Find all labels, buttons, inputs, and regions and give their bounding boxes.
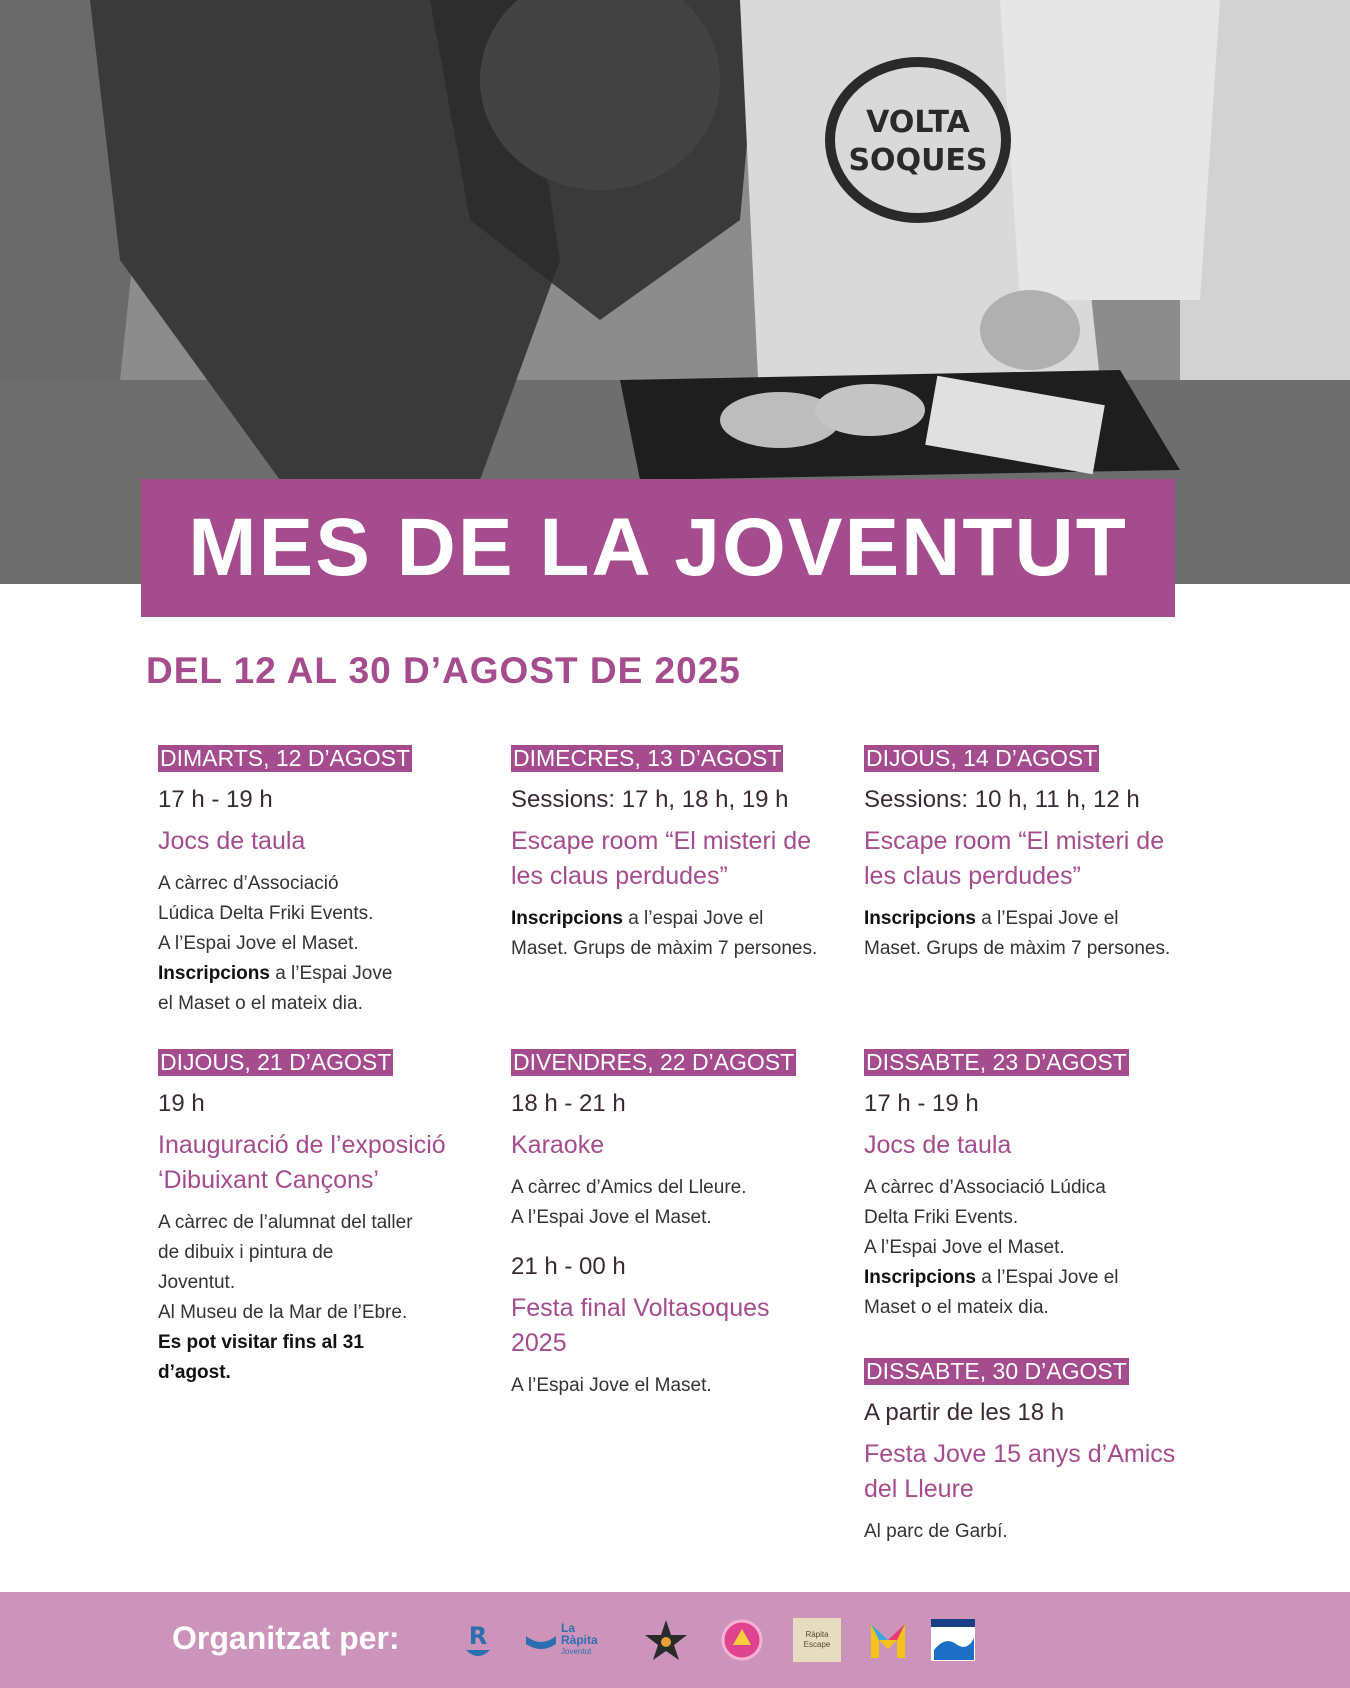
- event-day-tag: DISSABTE, 23 D’AGOST: [866, 1049, 1127, 1075]
- desc-line: A l’Espai Jove el Maset.: [511, 1207, 712, 1228]
- desc-line: A l’Espai Jove el Maset.: [158, 933, 359, 954]
- event-name: Festa final Voltasoques 2025: [511, 1294, 770, 1357]
- event-name: Escape room “El misteri de les claus perdudes”: [511, 827, 812, 890]
- event-day-tag: DIMECRES, 13 D’AGOST: [513, 745, 782, 771]
- event-time: A partir de les 18 h: [864, 1399, 1065, 1426]
- event-time: 21 h - 00 h: [511, 1253, 626, 1280]
- footer-label: Organitzat per:: [172, 1620, 400, 1656]
- la-rapita-joventut-logo: [524, 1618, 616, 1662]
- desc-line: [158, 959, 468, 989]
- event-card-13-aug: [511, 745, 821, 964]
- logo-text: Ràpita: [805, 1630, 829, 1639]
- event-day-tag: DIVENDRES, 22 D’AGOST: [513, 1049, 795, 1075]
- date-range: DEL 12 AL 30 D’AGOST DE 2025: [146, 650, 741, 691]
- desc-bold: Es pot visitar fins al 31: [158, 1332, 364, 1353]
- event-time: 19 h: [158, 1090, 205, 1117]
- desc-text: a l’espai Jove el Maset. Grups de màxim 7 persones.: [511, 908, 818, 959]
- wave-icon: [524, 1628, 558, 1652]
- rapita-escape-logo: [792, 1618, 842, 1662]
- title-band: [141, 479, 1175, 617]
- desc-line: Maset o el mateix dia.: [864, 1297, 1049, 1318]
- event-day-tag: DIMARTS, 12 D’AGOST: [160, 745, 411, 771]
- sea-logo-icon: [930, 1618, 976, 1662]
- desc-line: Delta Friki Events.: [864, 1207, 1019, 1228]
- desc-line: [158, 1328, 478, 1358]
- desc-line: A càrrec d’Associació: [158, 873, 339, 894]
- event-description: [864, 1517, 1184, 1547]
- svg-text:R: R: [468, 1622, 488, 1650]
- desc-line: el Maset o el mateix dia.: [158, 993, 363, 1014]
- desc-line: A l’Espai Jove el Maset.: [864, 1237, 1065, 1258]
- event-description: [511, 904, 821, 964]
- desc-bold: Inscripcions: [511, 908, 623, 929]
- museum-m-logo-icon: [868, 1618, 908, 1662]
- logo-text: Ràpita: [561, 1633, 598, 1647]
- desc-text: a l’Espai Jove el Maset. Grups de màxim 7 persones.: [864, 908, 1171, 959]
- event-time: Sessions: 10 h, 11 h, 12 h: [864, 786, 1140, 813]
- logo-text: La: [561, 1621, 576, 1635]
- event-description: [864, 1173, 1184, 1323]
- desc-line: A càrrec d’Associació Lúdica: [864, 1177, 1106, 1198]
- event-card-21-aug: [158, 1049, 478, 1388]
- event-description: [158, 869, 468, 1019]
- event-name: Jocs de taula: [864, 1131, 1012, 1159]
- event-time: 17 h - 19 h: [864, 1090, 979, 1117]
- event-day-tag: DIJOUS, 14 D’AGOST: [866, 745, 1098, 771]
- event-name: Jocs de taula: [158, 827, 306, 855]
- event-card-14-aug: [864, 745, 1174, 964]
- event-time: Sessions: 17 h, 18 h, 19 h: [511, 786, 789, 813]
- desc-line: Al parc de Garbí.: [864, 1521, 1008, 1542]
- event-description: [864, 904, 1174, 964]
- desc-text: a l’Espai Jove el: [975, 1267, 1119, 1288]
- desc-bold: d’agost.: [158, 1362, 231, 1383]
- event-description: [511, 1173, 821, 1233]
- svg-text:SOQUES: SOQUES: [848, 143, 988, 178]
- rapita-escape-badge: [793, 1618, 841, 1662]
- event-name: Escape room “El misteri de les claus perdudes”: [864, 827, 1165, 890]
- event-card-12-aug: [158, 745, 468, 1019]
- desc-text: a l’Espai Jove: [269, 963, 393, 984]
- event-second-session: [511, 1253, 821, 1401]
- event-name: Inauguració de l’exposició ‘Dibuixant Cançons’: [158, 1131, 446, 1194]
- event-description: [158, 1208, 478, 1388]
- r-logo-icon: [462, 1618, 494, 1662]
- event-day-tag: DISSABTE, 30 D’AGOST: [866, 1358, 1127, 1384]
- event-card-23-aug: [864, 1049, 1184, 1323]
- desc-line: A càrrec d’Amics del Lleure.: [511, 1177, 747, 1198]
- event-name: Karaoke: [511, 1131, 605, 1159]
- desc-line: Al Museu de la Mar de l’Ebre.: [158, 1302, 408, 1323]
- logo-text: Joventut: [561, 1647, 592, 1656]
- footer: [0, 1592, 1350, 1688]
- desc-line: A càrrec de l’alumnat del taller: [158, 1212, 413, 1233]
- desc-line: [864, 1263, 1184, 1293]
- la-rapita-text: [561, 1622, 598, 1658]
- desc-line: Joventut.: [158, 1272, 236, 1293]
- star-logo-icon: [642, 1618, 690, 1662]
- event-day-tag: DIJOUS, 21 D’AGOST: [160, 1049, 392, 1075]
- event-name: Festa Jove 15 anys d’Amics del Lleure: [864, 1440, 1176, 1503]
- svg-text:VOLTA: VOLTA: [866, 105, 970, 140]
- event-card-30-aug: [864, 1358, 1184, 1547]
- event-time: 18 h - 21 h: [511, 1090, 626, 1117]
- event-card-22-aug: [511, 1049, 821, 1401]
- desc-line: [158, 1358, 478, 1388]
- event-time: 17 h - 19 h: [158, 786, 273, 813]
- event-description: A l’Espai Jove el Maset.: [511, 1375, 712, 1396]
- desc-line: Lúdica Delta Friki Events.: [158, 903, 374, 924]
- logo-text: Escape: [803, 1640, 831, 1649]
- circle-logo-icon: [720, 1618, 764, 1662]
- desc-bold: Inscripcions: [158, 963, 270, 984]
- desc-bold: Inscripcions: [864, 908, 976, 929]
- desc-line: de dibuix i pintura de: [158, 1242, 334, 1263]
- page-title: MES DE LA JOVENTUT: [188, 502, 1128, 593]
- desc-bold: Inscripcions: [864, 1267, 976, 1288]
